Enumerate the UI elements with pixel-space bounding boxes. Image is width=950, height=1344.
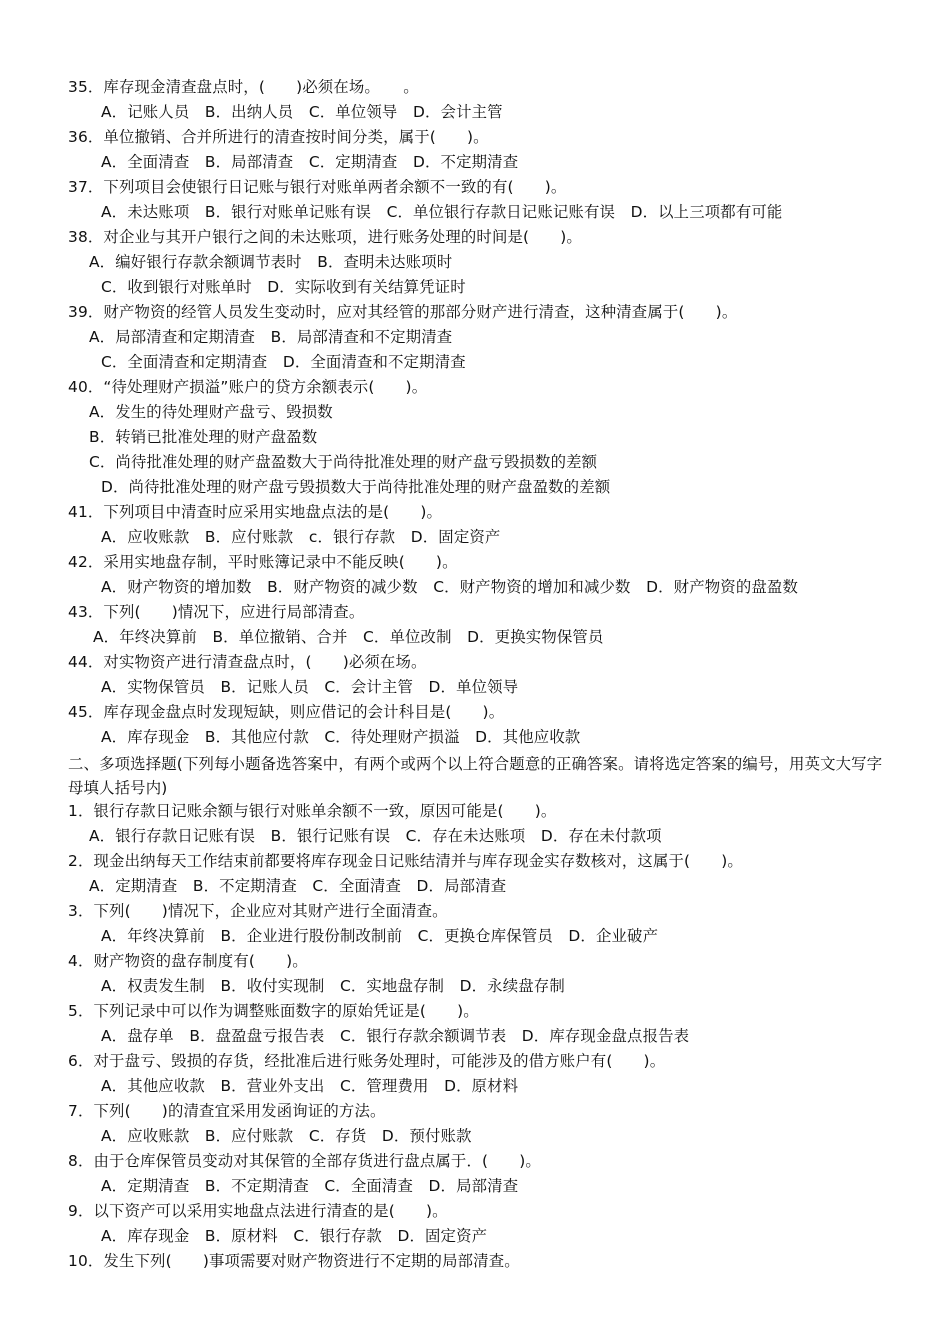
options-m5: A．盘存单 B．盘盈盘亏报告表 C．银行存款余额调节表 D．库存现金盘点报告表	[101, 1027, 690, 1045]
question-m7: 7．下列( )的清查宜采用发函询证的方法。	[68, 1102, 386, 1120]
options-m9: A．库存现金 B．原材料 C．银行存款 D．固定资产	[101, 1227, 488, 1245]
question-40: 40．“待处理财产损溢”账户的贷方余额表示( )。	[68, 378, 428, 396]
options-m2: A．定期清查 B．不定期清查 C．全面清查 D．局部清查	[89, 877, 507, 895]
question-38: 38．对企业与其开户银行之间的未达账项，进行账务处理的时间是( )。	[68, 228, 582, 246]
question-36: 36．单位撤销、合并所进行的清查按时间分类，属于( )。	[68, 128, 489, 146]
question-35: 35．库存现金清查盘点时，( )必须在场。 。	[68, 78, 419, 96]
options-42: A．财产物资的增加数 B．财产物资的减少数 C．财产物资的增加和减少数 D．财产物资的盘盈数	[101, 578, 798, 596]
option-40-d: D．尚待批准处理的财产盘亏毁损数大于尚待批准处理的财产盘盈数的差额	[101, 478, 611, 496]
question-45: 45．库存现金盘点时发现短缺，则应借记的会计科目是( )。	[68, 703, 505, 721]
options-36: A．全面清查 B．局部清查 C．定期清查 D．不定期清查	[101, 153, 519, 171]
question-39: 39．财产物资的经管人员发生变动时，应对其经管的那部分财产进行清查，这种清查属于( )。	[68, 303, 738, 321]
options-m4: A．权责发生制 B．收付实现制 C．实地盘存制 D．永续盘存制	[101, 977, 565, 995]
question-m9: 9．以下资产可以采用实地盘点法进行清查的是( )。	[68, 1202, 448, 1220]
options-45: A．库存现金 B．其他应付款 C．待处理财产损溢 D．其他应收款	[101, 728, 581, 746]
options-38-ab: A．编好银行存款余额调节表时 B．查明未达账项时	[89, 253, 453, 271]
options-m7: A．应收账款 B．应付账款 C．存货 D．预付账款	[101, 1127, 472, 1145]
question-m3: 3．下列( )情况下，企业应对其财产进行全面清查。	[68, 902, 448, 920]
options-41: A．应收账款 B．应付账款 c．银行存款 D．固定资产	[101, 528, 501, 546]
options-44: A．实物保管员 B．记账人员 C．会计主管 D．单位领导	[101, 678, 519, 696]
question-43: 43．下列( )情况下，应进行局部清查。	[68, 603, 365, 621]
options-m6: A．其他应收款 B．营业外支出 C．管理费用 D．原材料	[101, 1077, 519, 1095]
options-38-cd: C．收到银行对账单时 D．实际收到有关结算凭证时	[101, 278, 466, 296]
question-m2: 2．现金出纳每天工作结束前都要将库存现金日记账结清并与库存现金实存数核对，这属于( )。	[68, 852, 743, 870]
options-43: A．年终决算前 B．单位撤销、合并 C．单位改制 D．更换实物保管员	[93, 628, 604, 646]
question-42: 42．采用实地盘存制，平时账簿记录中不能反映( )。	[68, 553, 458, 571]
question-m8: 8．由于仓库保管员变动对其保管的全部存货进行盘点属于．( )。	[68, 1152, 541, 1170]
section-heading-multiple-choice: 二、多项选择题(下列每小题备选答案中，有两个或两个以上符合题意的正确答案。请将选定答案的编号，用英文大写字母填人括号内)	[68, 755, 883, 797]
question-m5: 5．下列记录中可以作为调整账面数字的原始凭证是( )。	[68, 1002, 479, 1020]
question-m10: 10．发生下列( )事项需要对财产物资进行不定期的局部清查。	[68, 1252, 520, 1270]
question-37: 37．下列项目会使银行日记账与银行对账单两者余额不一致的有( )。	[68, 178, 567, 196]
option-40-c: C．尚待批准处理的财产盘盈数大于尚待批准处理的财产盘亏毁损数的差额	[89, 453, 598, 471]
question-m1: 1．银行存款日记账余额与银行对账单余额不一致，原因可能是( )。	[68, 802, 557, 820]
options-m1: A．银行存款日记账有误 B．银行记账有误 C．存在未达账项 D．存在未付款项	[89, 827, 662, 845]
options-m3: A．年终决算前 B．企业进行股份制改制前 C．更换仓库保管员 D．企业破产	[101, 927, 659, 945]
question-44: 44．对实物资产进行清查盘点时，( )必须在场。	[68, 653, 427, 671]
option-40-a: A．发生的待处理财产盘亏、毁损数	[89, 403, 333, 421]
options-39-ab: A．局部清查和定期清查 B．局部清查和不定期清查	[89, 328, 453, 346]
options-35: A．记账人员 B．出纳人员 C．单位领导 D．会计主管	[101, 103, 503, 121]
options-m8: A．定期清查 B．不定期清查 C．全面清查 D．局部清查	[101, 1177, 519, 1195]
question-m4: 4．财产物资的盘存制度有( )。	[68, 952, 308, 970]
question-41: 41．下列项目中清查时应采用实地盘点法的是( )。	[68, 503, 443, 521]
option-40-b: B．转销已批准处理的财产盘盈数	[89, 428, 318, 446]
options-37: A．未达账项 B．银行对账单记账有误 C．单位银行存款日记账记账有误 D．以上三项都有可能	[101, 203, 783, 221]
options-39-cd: C．全面清查和定期清查 D．全面清查和不定期清查	[101, 353, 466, 371]
question-m6: 6．对于盘亏、毁损的存货，经批准后进行账务处理时，可能涉及的借方账户有( )。	[68, 1052, 666, 1070]
